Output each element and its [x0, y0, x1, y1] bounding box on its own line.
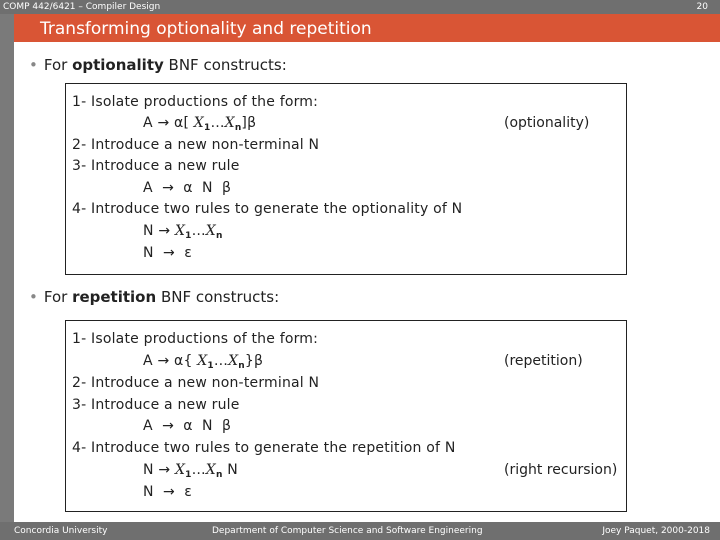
xn-symbol: X: [228, 353, 239, 369]
bullet-optionality: [29, 56, 287, 74]
footer-department: Department of Computer Science and Software Engineering: [212, 526, 483, 536]
bullet-dot: •: [29, 56, 38, 74]
x1-symbol: X: [174, 462, 186, 478]
x1-subscript: 1: [185, 470, 192, 480]
step4-text: 4- Introduce two rules to generate the repetition of N: [72, 440, 456, 456]
bullet-prefix: For: [43, 56, 73, 74]
alpha-symbol: α: [174, 353, 184, 369]
alpha-symbol: α: [174, 115, 184, 131]
page-number: 20: [696, 2, 708, 12]
step4-text: 4- Introduce two rules to generate the optionality of N: [72, 201, 463, 217]
rule-n-epsilon: N → ε: [143, 484, 192, 500]
n-lhs: N: [143, 223, 154, 239]
xn-symbol: X: [224, 115, 235, 131]
x1-symbol: X: [193, 115, 204, 131]
close-bracket: ]: [241, 115, 248, 131]
x1-symbol: X: [197, 353, 208, 369]
new-rule: A → α N β: [143, 180, 232, 196]
x1-symbol: X: [174, 223, 186, 239]
rule-n-epsilon: N → ε: [143, 245, 192, 261]
optionality-box: [65, 83, 627, 275]
x1-subscript: 1: [185, 231, 192, 241]
xn-symbol: X: [205, 223, 216, 239]
ellipsis: …: [191, 223, 206, 239]
production-optional: [143, 115, 256, 133]
new-rule: A → α N β: [143, 418, 232, 434]
x1-subscript: 1: [203, 123, 211, 133]
left-accent-strip: [0, 14, 14, 522]
optionality-note: (optionality): [504, 115, 590, 131]
arrow-symbol: →: [158, 462, 171, 478]
ellipsis: …: [191, 462, 206, 478]
right-recursion-note: (right recursion): [504, 462, 618, 478]
arrow-symbol: →: [157, 353, 170, 369]
repetition-box: [65, 320, 627, 512]
step1-text: 1- Isolate productions of the form:: [72, 94, 319, 110]
step3-text: 3- Introduce a new rule: [72, 397, 240, 413]
beta-symbol: β: [247, 115, 257, 131]
rule-n-production: [143, 462, 238, 480]
xn-subscript: n: [238, 361, 245, 371]
step2-text: 2- Introduce a new non-terminal N: [72, 137, 320, 153]
open-bracket: [: [183, 115, 190, 131]
footer-bar: [0, 522, 720, 540]
x1-subscript: 1: [207, 361, 214, 371]
xn-symbol: X: [205, 462, 216, 478]
step3-text: 3- Introduce a new rule: [72, 158, 240, 174]
production-repetition: [143, 353, 263, 371]
slide-title: Transforming optionality and repetition: [40, 19, 372, 39]
title-bar: [14, 14, 720, 42]
header-bar: [0, 0, 720, 14]
xn-subscript: n: [215, 470, 223, 480]
course-label: COMP 442/6421 – Compiler Design: [3, 2, 161, 12]
arrow-symbol: →: [158, 223, 171, 239]
prod-lhs: A: [143, 353, 153, 369]
xn-subscript: n: [215, 231, 223, 241]
open-brace: {: [183, 353, 193, 369]
arrow-symbol: →: [157, 115, 170, 131]
bullet-prefix: For: [43, 288, 73, 306]
rule-n-production: [143, 223, 223, 241]
n-tail: N: [227, 462, 238, 478]
bullet-keyword: optionality: [72, 56, 164, 74]
ellipsis: …: [213, 353, 229, 369]
prod-lhs: A: [143, 115, 153, 131]
beta-symbol: β: [253, 353, 264, 369]
n-lhs: N: [143, 462, 154, 478]
bullet-suffix: BNF constructs:: [156, 288, 280, 306]
footer-author: Joey Paquet, 2000-2018: [602, 526, 710, 536]
close-brace: }: [244, 353, 254, 369]
bullet-suffix: BNF constructs:: [163, 56, 287, 74]
step1-text: 1- Isolate productions of the form:: [72, 331, 319, 347]
repetition-note: (repetition): [504, 353, 583, 369]
bullet-repetition: [29, 288, 279, 306]
ellipsis: …: [210, 115, 225, 131]
bullet-dot: •: [29, 288, 38, 306]
bullet-keyword: repetition: [72, 288, 157, 306]
footer-university: Concordia University: [14, 526, 108, 536]
xn-subscript: n: [234, 123, 242, 133]
step2-text: 2- Introduce a new non-terminal N: [72, 375, 320, 391]
